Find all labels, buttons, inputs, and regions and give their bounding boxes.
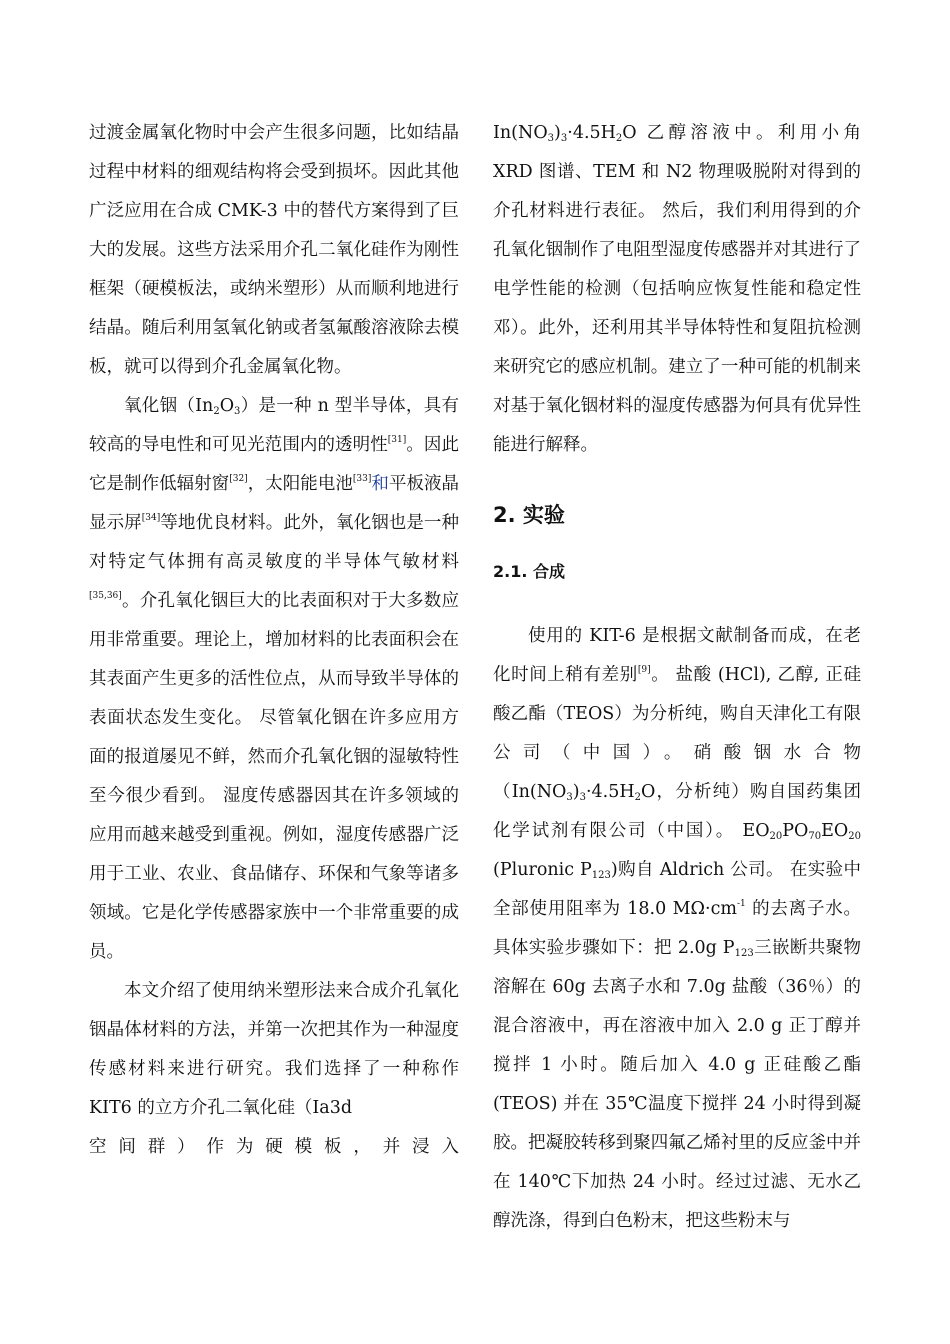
citation-ref-9[interactable]: [9]: [637, 665, 651, 675]
text-run: 氧化铟（In: [124, 396, 214, 416]
paragraph-indium-oxide: [89, 387, 459, 972]
text-run: 使用的 KIT-6 是根据文献制备而成，在老化时间上稍有差别: [493, 626, 861, 685]
subscript: 20: [848, 831, 861, 842]
subscript: 3: [547, 133, 555, 144]
citation-ref-31[interactable]: [31]: [387, 435, 407, 445]
text-run: O，分析纯）购自国药集团化学试剂有限公司（中国）。 EO: [493, 782, 861, 841]
text-run: ）是一种 n 型半导体，具有较高的导电性和可见光范围内的透明性: [89, 396, 459, 455]
subscript: 3: [566, 792, 573, 803]
text-run: )购自 Aldrich 公司。 在实验中全部使用阻率为 18.0 MΩ·cm: [493, 860, 861, 919]
text-run: 。 盐酸 (HCl), 乙醇, 正硅酸乙酯（TEOS）为分析纯，购自天津化工有限公司（中国）。硝酸铟水合物（In(NO: [493, 665, 862, 802]
subsection-heading-synthesis: 2.1. 合成: [493, 562, 565, 581]
paragraph-introduction-method: 本文介绍了使用纳米塑形法来合成介孔氧化铟晶体材料的方法，并第一次把其作为一种湿度传感材料来进行研究。我们选择了一种称作 KIT6 的立方介孔二氧化硅（Ia3d: [89, 981, 459, 1118]
text-run: EO: [821, 821, 849, 841]
subscript: 3: [560, 133, 568, 144]
subscript: 20: [769, 831, 783, 842]
text-run: ，太阳能电池: [247, 474, 353, 494]
text-run: ·4.5H: [567, 123, 616, 143]
subscript: 123: [734, 948, 754, 959]
subscript: 3: [234, 406, 241, 417]
paragraph-transition-metal-oxides: 过渡金属氧化物时中会产生很多问题，比如结晶过程中材料的细观结构将会受到损坏。因此其他广泛应用在合成 CMK-3 中的替代方案得到了巨大的发展。这些方法采用介孔二氧化硅作为刚性框架（硬模板法，或纳米塑形）从而顺利地进行结晶。随后利用氢氧化钠或者氢氟酸溶液除去模板，就可以得到介孔金属氧化物。: [89, 123, 459, 377]
text-run: ): [554, 123, 561, 143]
paragraph-spread-line: 空 间 群 ） 作 为 硬 模 板 ， 并 浸 入: [89, 1137, 459, 1157]
left-column: [89, 114, 459, 1167]
text-run: 。介孔氧化铟巨大的比表面积对于大多数应用非常重要。理论上，增加材料的比表面积会在其表面产生更多的活性位点，从而导致半导体的表面状态发生变化。 尽管氧化铟在许多应用方面的报道屡见不鲜，然而介孔氧化铟的湿敏特性至今很少看到。 湿度传感器因其在许多领域的应用而越来越受到重视。例如，湿度传感器广泛用于工业、农业、食品储存、环保和气象等诸多领域。它是化学传感器家族中一个非常重要的成员。: [89, 591, 459, 962]
citation-ref-33[interactable]: [33]: [352, 474, 372, 484]
text-run: PO: [782, 821, 809, 841]
text-run: 的去离子水。具体实验步骤如下：把 2.0g P: [493, 899, 861, 958]
citation-ref-34[interactable]: [34]: [141, 513, 161, 523]
text-run: In(NO: [493, 123, 548, 143]
citation-ref-35-36[interactable]: [35,36]: [89, 591, 122, 601]
subscript: 70: [808, 831, 822, 842]
text-run: ): [572, 782, 580, 802]
text-run: 三嵌断共聚物溶解在 60g 去离子水和 7.0g 盐酸（36％）的混合溶液中，再在溶液中加入 2.0 g 正丁醇并搅拌 1 小时。随后加入 4.0 g 正硅酸乙酯 (TEOS) 并在 35℃温度下搅拌 24 小时得到凝胶。把凝胶转移到聚四氟乙烯衬里的反应釜中并在 140℃下加热 24 小时。经过过滤、无水乙醇洗涤，得到白色粉末，把这些粉末与: [493, 938, 862, 1231]
superscript: -1: [736, 899, 746, 909]
subscript: 123: [591, 870, 611, 881]
subscript: 2: [615, 133, 623, 144]
paragraph-characterization: [493, 114, 861, 465]
right-column: [493, 114, 861, 1241]
subscript: 2: [634, 792, 641, 803]
subscript: 3: [579, 792, 586, 803]
paragraph-synthesis: [493, 617, 861, 1241]
text-run: 。因此它是制作低辐射窗: [89, 435, 460, 494]
subscript: 2: [213, 406, 220, 417]
text-run: O: [219, 396, 235, 416]
text-run: 等地优良材料。此外，氧化铟也是一种对特定气体拥有高灵敏度的半导体气敏材料: [89, 513, 460, 572]
text-run: O 乙醇溶液中。利用小角 XRD 图谱、TEM 和 N2 物理吸脱附对得到的介孔材料进行表征。 然后，我们利用得到的介孔氧化铟制作了电阻型湿度传感器并对其进行了电学性能的检测（包括响应恢复性能和稳定性邓）。此外，还利用其半导体特性和复阻抗检测来研究它的感应机制。建立了一种可能的机制来对基于氧化铟材料的湿度传感器为何具有优异性能进行解释。: [493, 123, 861, 455]
text-run: (Pluronic P: [493, 860, 592, 880]
section-heading-experiment: 2. 实验: [493, 503, 565, 527]
text-run-blue: 和: [371, 474, 389, 494]
text-run: 平板液晶显示屏: [89, 474, 460, 533]
text-run: ·4.5H: [585, 782, 635, 802]
citation-ref-32[interactable]: [32]: [229, 474, 248, 484]
